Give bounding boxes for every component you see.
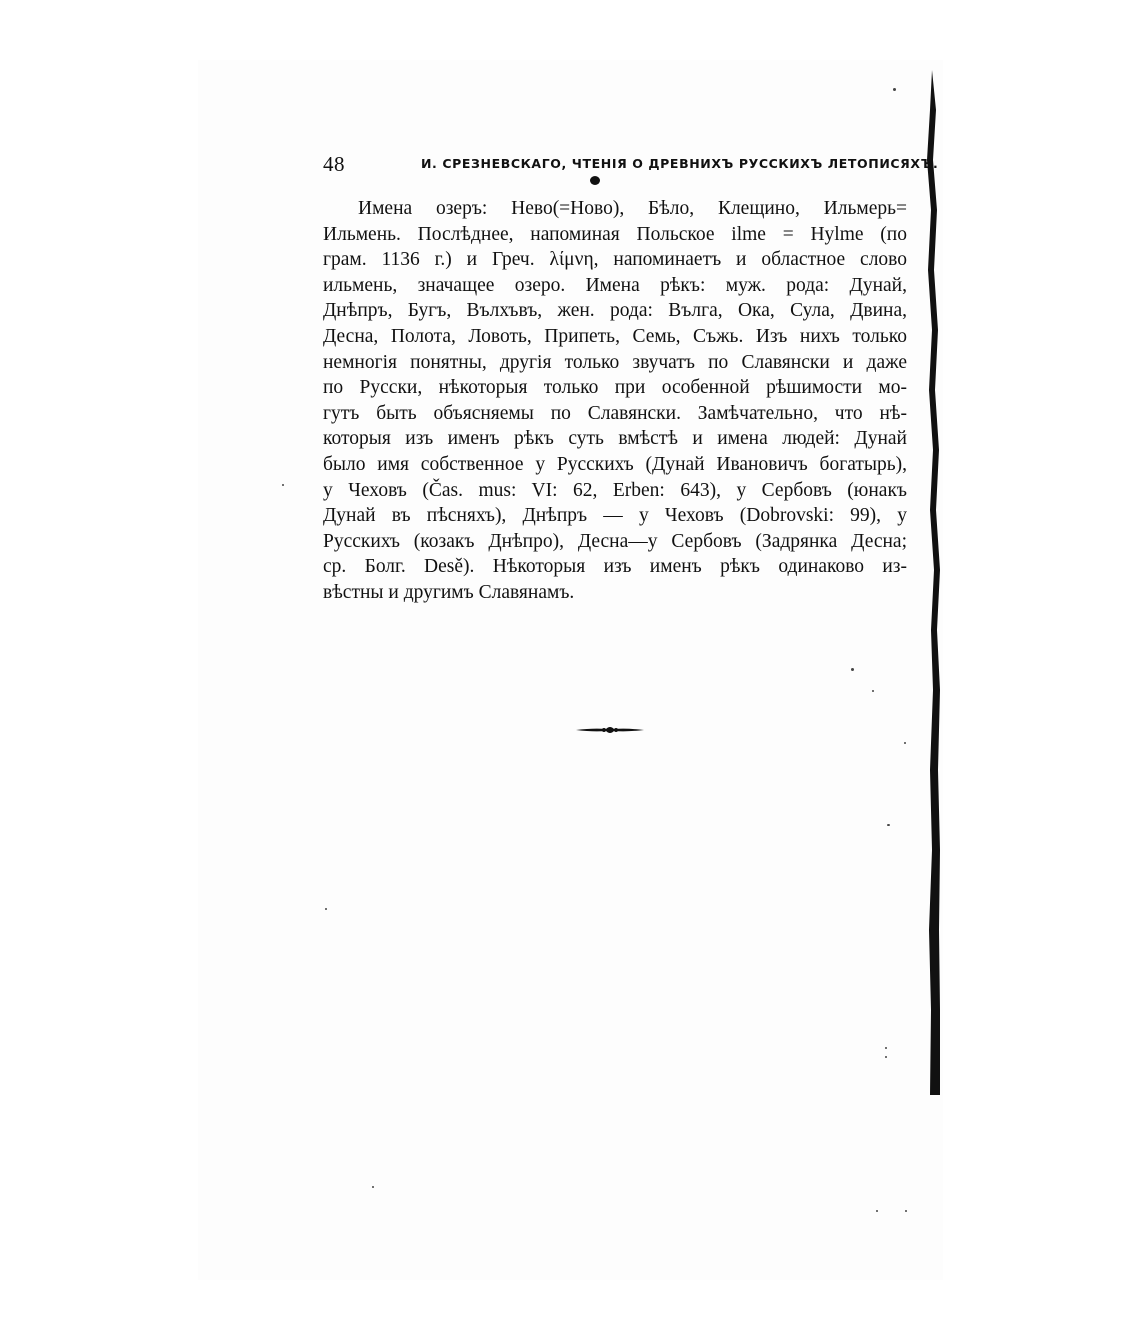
scan-speck — [887, 824, 890, 826]
page-number: 48 — [323, 152, 345, 176]
text-line: Русскихъ (козакъ Днѣпро), Десна—у Сербовъ (Задрянка Десна; — [323, 530, 907, 552]
body-paragraph — [323, 196, 907, 606]
ornament-dot — [590, 176, 600, 185]
page-header — [323, 150, 939, 178]
text-line: Днѣпръ, Бугъ, Вълхъвъ, жен. рода: Вълга, Ока, Сула, Двина, — [323, 300, 907, 322]
running-head: И. СРЕЗНЕВСКАГО, ЧТЕНІЯ О ДРЕВНИХЪ РУССКИХЪ ЛЕТОПИСЯХЪ. — [421, 156, 939, 171]
scan-speck — [905, 1210, 907, 1212]
scan-speck — [876, 1210, 878, 1212]
text-line: ильмень, значащее озеро. Имена рѣкъ: муж. рода: Дунай, — [323, 274, 907, 296]
scan-speck — [372, 1186, 374, 1188]
text-line: Дунай въ пѣсняхъ), Днѣпръ — у Чеховъ (Dobrovski: 99), у — [323, 505, 907, 527]
text-line: вѣстны и другимъ Славянамъ. — [323, 581, 575, 603]
tailpiece-ornament — [576, 722, 644, 738]
scan-speck — [872, 690, 874, 692]
text-line: Десна, Полота, Ловоть, Припеть, Семь, Съжь. Изъ нихъ только — [323, 325, 907, 347]
scan-speck — [851, 668, 854, 671]
page-edge-shadow — [924, 70, 940, 1095]
text-line: немногія понятны, другія только звучатъ по Славянски и даже — [323, 351, 907, 373]
text-line: у Чеховъ (Čas. mus: VI: 62, Erben: 643), у Сербовъ (юнакъ — [323, 479, 907, 501]
scan-speck — [325, 908, 327, 910]
scan-speck — [885, 1056, 887, 1058]
text-line: было имя собственное у Русскихъ (Дунай Ивановичъ богатырь), — [323, 453, 907, 475]
scan-speck — [893, 88, 896, 91]
text-line: гутъ быть объясняемы по Славянски. Замѣчательно, что нѣ- — [323, 402, 907, 424]
scan-speck — [904, 742, 906, 744]
text-line: грам. 1136 г.) и Греч. λίμνη, напоминаетъ и областное слово — [323, 249, 907, 271]
text-line: по Русски, нѣкоторыя только при особенной рѣшимости мо- — [323, 377, 907, 399]
scan-speck — [282, 484, 284, 486]
text-line: Имена озеръ: Нево(=Ново), Бѣло, Клещино, Ильмерь= — [358, 198, 907, 219]
text-line: которыя изъ именъ рѣкъ суть вмѣстѣ и имена людей: Дунай — [323, 428, 907, 450]
text-line: ср. Болг. Desě). Нѣкоторыя изъ именъ рѣкъ одинаково из- — [323, 556, 907, 578]
scan-speck — [885, 1047, 887, 1049]
text-line: Ильмень. Послѣднее, напоминая Польское ilme = Hylme (по — [323, 223, 907, 245]
